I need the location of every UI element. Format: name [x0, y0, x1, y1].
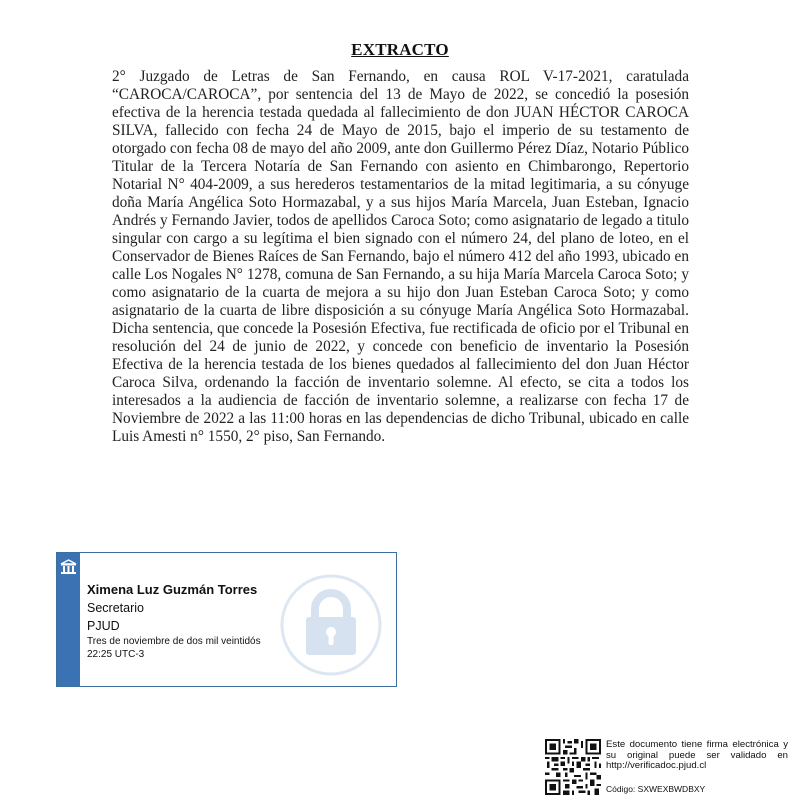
signature-strip [57, 553, 80, 686]
electronic-signature-box [56, 552, 397, 687]
signature-date: Tres de noviembre de dos mil veintidós [87, 636, 261, 647]
document-body: 2° Juzgado de Letras de San Fernando, en causa ROL V-17-2021, caratulada “CAROCA/CAROCA”, por sentencia del 13 de Mayo de 2022, se concedió la posesión efectiva de la herencia testada quedada al fallecimiento de don JUAN HÉCTOR CAROCA SILVA, fallecido con fecha 24 de Mayo de 2015, bajo el imperio de su testamento de otorgado con fecha 08 de mayo del año 2009, ante don Guillermo Pérez Díaz, Notario Público Titular de la Tercera Notaría de San Fernando con asiento en Chimbarongo, Repertorio Notarial N° 404-2009, a sus herederos testamentarios de la mitad legitimaria, a su cónyuge doña María Angélica Soto Hormazabal, y a sus hijos María Marcela, Juan Esteban, Ignacio Andrés y Fernando Javier, todos de apellidos Caroca Soto; como asignatario de legado a titulo singular con cargo a su legítima el bien signado con el número 24, del plano de loteo, en el Conservador de Bienes Raíces de San Fernando, bajo el número 412 del año 1993, ubicado en calle Los Nogales N° 1278, comuna de San Fernando, a su hija María Marcela Caroca Soto; y como asignatario de la cuarta de mejora a su hijo don Juan Esteban Caroca Soto; y como asignatario de la cuarta de libre disposición a su cónyuge María Angélica Soto Hormazabal. Dicha sentencia, que concede la Posesión Efectiva, fue rectificada de oficio por el Tribunal en resolución del 24 de junio de 2022, y concede con beneficio de inventario la Posesión Efectiva de la herencia testada de los bienes quedados al fallecimiento del don Juan Héctor Caroca Silva, ordenando la facción de inventario solemne. Al efecto, se cita a todos los interesados a la audiencia de facción de inventario solemne, a realizarse con fecha 17 de Noviembre de 2022 a las 11:00 horas en las dependencias de dicho Tribunal, ubicado en calle Luis Amesti n° 1550, 2° piso, San Fernando. [112, 68, 690, 445]
verification-code: Código: SXWEXBWDBXY [606, 784, 706, 794]
verification-block [545, 739, 795, 801]
document-title: EXTRACTO [351, 40, 449, 59]
signer-role: Secretario [87, 601, 144, 615]
qr-code-icon[interactable] [545, 739, 601, 795]
courthouse-icon [60, 559, 77, 575]
verification-notice: Este documento tiene firma electrónica y su original puede ser validado en http://verificadoc.pjud.cl [606, 739, 788, 771]
signer-details [87, 582, 261, 660]
signer-name: Ximena Luz Guzmán Torres [87, 582, 258, 597]
signer-organization: PJUD [87, 619, 120, 633]
signature-time: 22:25 UTC-3 [87, 649, 145, 660]
padlock-icon [279, 573, 383, 677]
